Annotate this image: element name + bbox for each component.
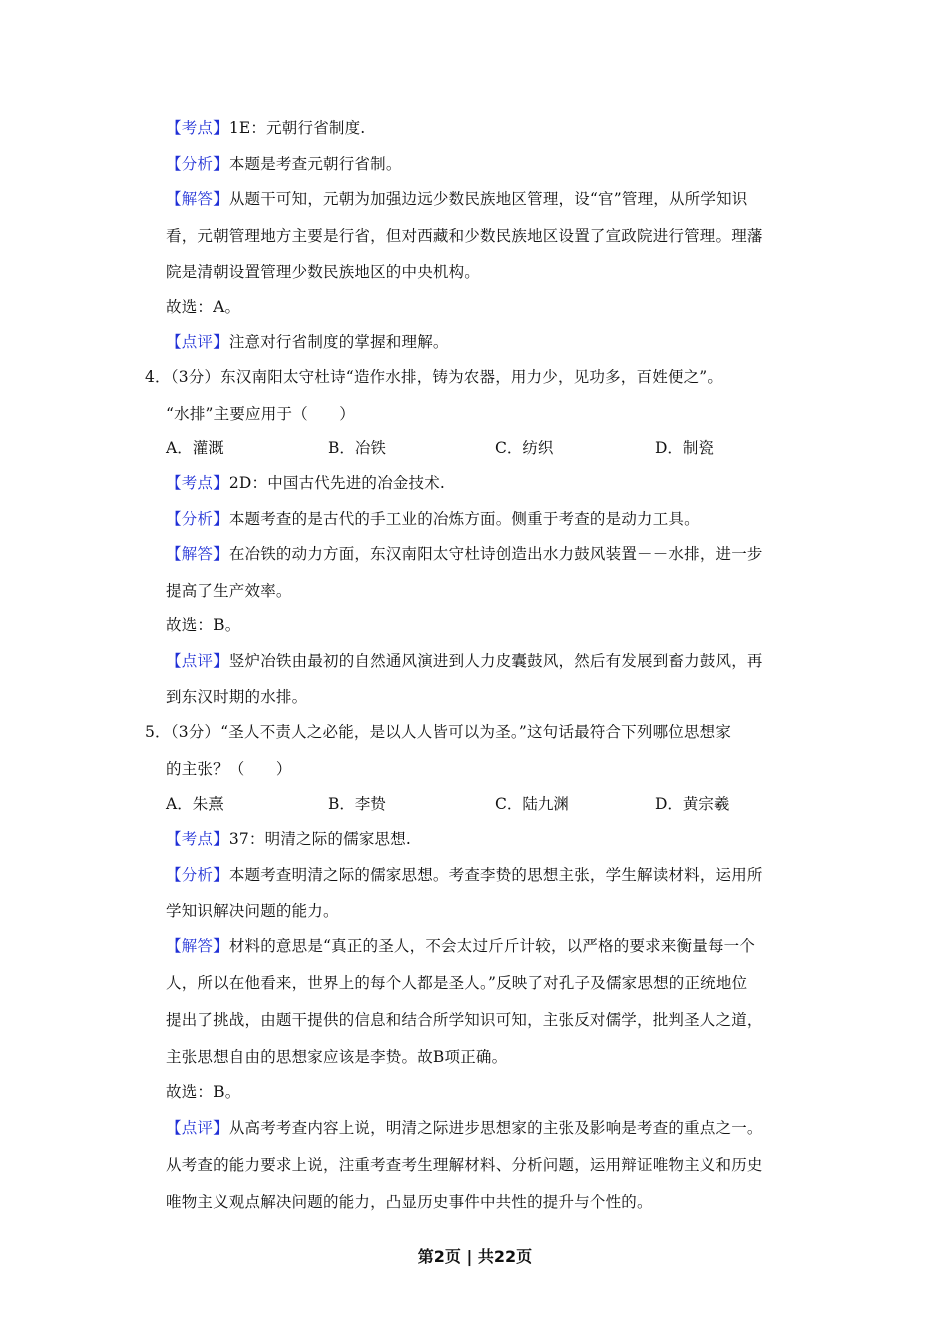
dianping-tag: 【点评】 (166, 1119, 229, 1137)
q5-dianping (166, 1118, 763, 1138)
q4-stem-line: “水排”主要应用于（ ） (166, 405, 355, 423)
dianping-text: 从高考考查内容上说，明清之际进步思想家的主张及影响是考查的重点之一。 (228, 1119, 763, 1137)
fenxi-tag: 【分析】 (166, 510, 229, 528)
q5-kaodian (166, 829, 411, 849)
q3-jieda-line: 院是清朝设置管理少数民族地区的中央机构。 (166, 263, 481, 281)
q4-option-a: A．灌溉 (166, 439, 224, 457)
q5-dianping-line: 唯物主义观点解决问题的能力，凸显历史事件中共性的提升与个性的。 (166, 1193, 653, 1211)
fenxi-text: 本题是考查元朝行省制。 (228, 155, 402, 173)
fenxi-tag: 【分析】 (166, 866, 229, 884)
q3-kaodian (166, 118, 365, 138)
q5-fenxi (166, 865, 763, 885)
jieda-tag: 【解答】 (166, 190, 229, 208)
q5-option-d: D．黄宗羲 (655, 795, 730, 813)
jieda-tag: 【解答】 (166, 937, 229, 955)
jieda-text: 从题干可知，元朝为加强边远少数民族地区管理，设“官”管理，从所学知识 (228, 190, 748, 208)
dianping-tag: 【点评】 (166, 333, 229, 351)
dianping-text: 注意对行省制度的掌握和理解。 (228, 333, 449, 351)
q4-dianping (166, 651, 763, 671)
jieda-text: 材料的意思是“真正的圣人，不会太过斤斤计较，以严格的要求来衡量每一个 (228, 937, 756, 955)
kaodian-tag: 【考点】 (166, 830, 229, 848)
q5-jieda-line: 提出了挑战，由题干提供的信息和结合所学知识可知，主张反对儒学，批判圣人之道， (166, 1011, 763, 1029)
q5-stem: 5．（3分）“圣人不责人之必能，是以人人皆可以为圣。”这句话最符合下列哪位思想家 (145, 723, 732, 741)
fenxi-text: 本题考查明清之际的儒家思想。考查李贽的思想主张，学生解读材料，运用所 (228, 866, 763, 884)
q4-option-b: B．冶铁 (328, 439, 386, 457)
q4-kaodian (166, 473, 445, 493)
kaodian-tag: 【考点】 (166, 474, 229, 492)
kaodian-text: 1E：元朝行省制度. (228, 119, 366, 137)
q4-option-d: D．制瓷 (655, 439, 714, 457)
q4-jieda (166, 544, 763, 564)
q4-jieda-line: 提高了生产效率。 (166, 582, 292, 600)
q4-stem: 4．（3分）东汉南阳太守杜诗“造作水排，铸为农器，用力少，见功多，百姓便之”。 (145, 368, 724, 386)
q3-jieda-line: 看，元朝管理地方主要是行省，但对西藏和少数民族地区设置了宣政院进行管理。理藩 (166, 227, 763, 245)
q5-jieda-line: 主张思想自由的思想家应该是李贽。故B项正确。 (166, 1048, 508, 1066)
kaodian-text: 2D：中国古代先进的冶金技术. (228, 474, 446, 492)
q5-option-a: A．朱熹 (166, 795, 224, 813)
q3-fenxi (166, 154, 402, 174)
q4-option-c: C．纺织 (495, 439, 554, 457)
q3-answer: 故选：A。 (166, 298, 241, 316)
fenxi-text: 本题考查的是古代的手工业的冶炼方面。侧重于考查的是动力工具。 (228, 510, 700, 528)
q5-fenxi-line: 学知识解决问题的能力。 (166, 902, 339, 920)
page-number-footer: 第2页 | 共22页 (417, 1247, 533, 1266)
jieda-text: 在冶铁的动力方面，东汉南阳太守杜诗创造出水力鼓风装置－－水排，进一步 (228, 545, 763, 563)
q5-stem-line: 的主张？（ ） (166, 760, 292, 778)
q5-jieda-line: 人，所以在他看来，世界上的每个人都是圣人。”反映了对孔子及儒家思想的正统地位 (166, 974, 748, 992)
fenxi-tag: 【分析】 (166, 155, 229, 173)
q5-option-b: B．李贽 (328, 795, 386, 813)
kaodian-tag: 【考点】 (166, 119, 229, 137)
q4-dianping-line: 到东汉时期的水排。 (166, 688, 308, 706)
q5-option-c: C．陆九渊 (495, 795, 569, 813)
q4-fenxi (166, 509, 700, 529)
q5-dianping-line: 从考查的能力要求上说，注重考查考生理解材料、分析问题，运用辩证唯物主义和历史 (166, 1156, 763, 1174)
kaodian-text: 37：明清之际的儒家思想. (228, 830, 412, 848)
q3-jieda (166, 189, 747, 209)
q5-answer: 故选：B。 (166, 1083, 241, 1101)
jieda-tag: 【解答】 (166, 545, 229, 563)
q3-dianping (166, 332, 449, 352)
dianping-tag: 【点评】 (166, 652, 229, 670)
q5-jieda (166, 936, 755, 956)
dianping-text: 竖炉冶铁由最初的自然通风演进到人力皮囊鼓风，然后有发展到畜力鼓风，再 (228, 652, 763, 670)
q4-answer: 故选：B。 (166, 616, 241, 634)
